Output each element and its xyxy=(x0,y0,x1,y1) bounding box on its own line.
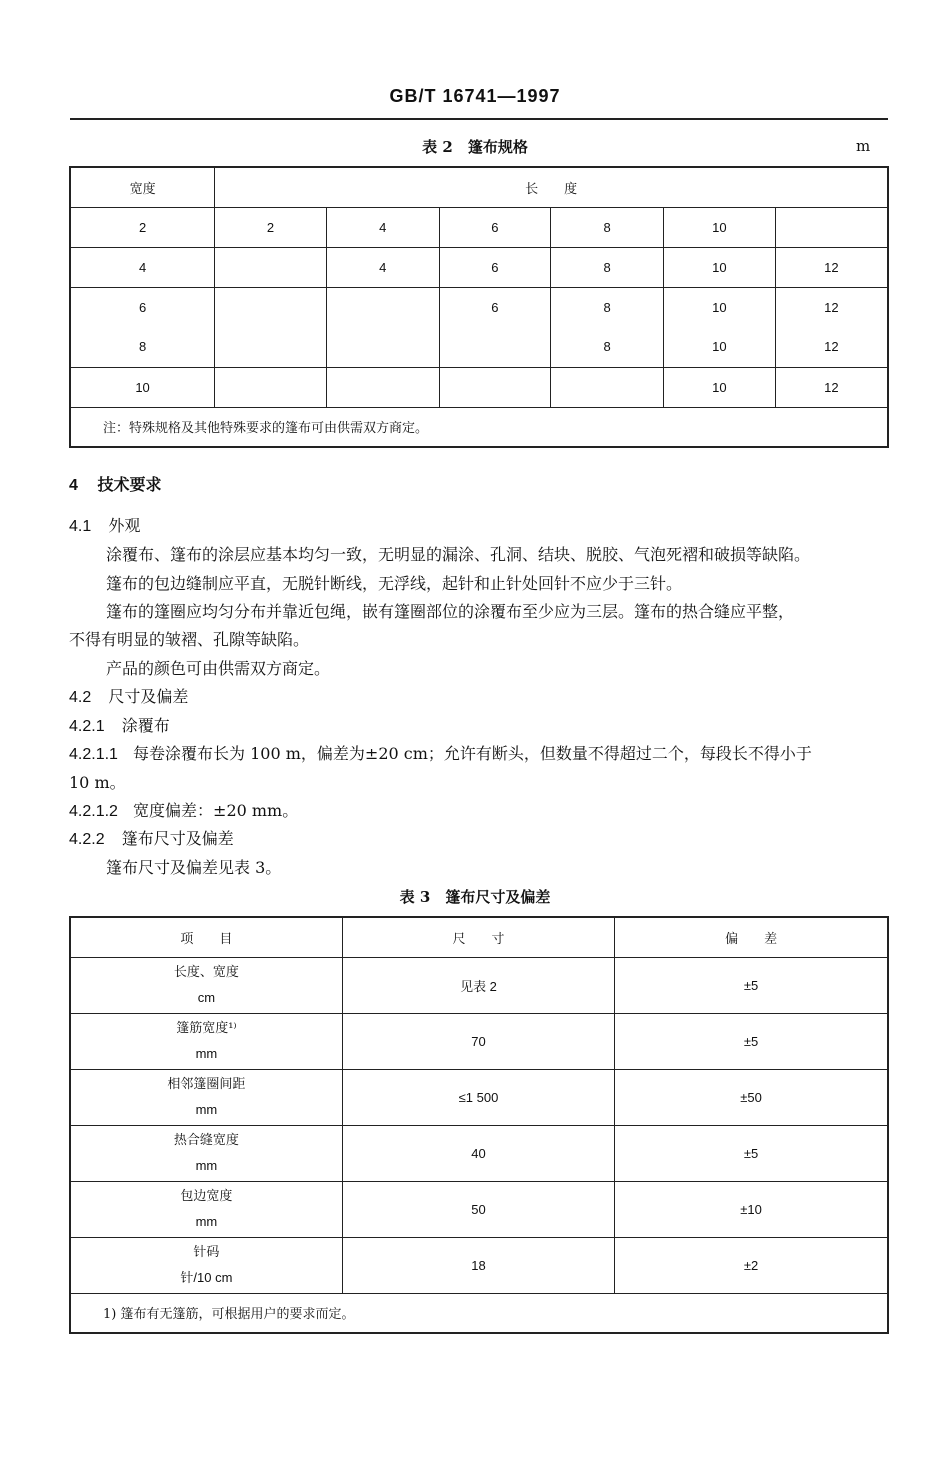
item-cell xyxy=(70,1013,342,1069)
item-name: 针码 xyxy=(193,1245,220,1260)
paragraph: 涂覆布、篷布的涂层应基本均匀一致，无明显的漏涂、孔洞、结块、脱胶、气泡死褶和破损等缺陷。 xyxy=(106,545,811,564)
table2-unit: m xyxy=(856,137,871,155)
width-header: 宽度 xyxy=(70,167,215,207)
width-cell: 6 xyxy=(70,287,215,327)
width-cell: 8 xyxy=(70,327,215,367)
length-cell: 8 xyxy=(551,287,664,327)
paragraph-continued: 不得有明显的皱褶、孔隙等缺陷。 xyxy=(69,630,310,649)
length-cell: 10 xyxy=(663,287,775,327)
length-cell: 6 xyxy=(439,207,551,247)
length-cell: 12 xyxy=(775,247,888,287)
table3-caption: 表 3 篷布尺寸及偏差 xyxy=(399,888,551,906)
table2-note: 注：特殊规格及其他特殊要求的篷布可由供需双方商定。 xyxy=(70,407,888,447)
section-number: 4.1 xyxy=(69,518,92,535)
item-unit: 针/10 cm xyxy=(180,1270,233,1285)
item-cell xyxy=(70,1181,342,1237)
size-cell: 40 xyxy=(342,1125,614,1181)
size-cell: 70 xyxy=(342,1013,614,1069)
length-cell: 10 xyxy=(663,327,775,367)
table3-footnote: 1) 篷布有无篷筋，可根据用户的要求而定。 xyxy=(70,1293,888,1333)
table-row xyxy=(70,1069,888,1125)
length-cell: 8 xyxy=(551,327,664,367)
table-row xyxy=(70,247,888,287)
section-4-1-heading xyxy=(69,512,140,541)
length-cell xyxy=(551,367,664,407)
item-unit: mm xyxy=(195,1102,218,1117)
section-number: 4.2 xyxy=(69,689,92,706)
table-row xyxy=(70,367,888,407)
size-cell: ≤1 500 xyxy=(342,1069,614,1125)
paragraph-continued: 10 m。 xyxy=(69,773,126,792)
section-4-heading xyxy=(69,472,162,495)
paragraph: 产品的颜色可由供需双方商定。 xyxy=(106,659,331,678)
table-row xyxy=(70,207,888,247)
length-cell: 10 xyxy=(663,367,775,407)
deviation-cell: ±2 xyxy=(615,1237,888,1293)
deviation-cell: ±50 xyxy=(615,1069,888,1125)
length-header: 长 度 xyxy=(215,167,888,207)
length-cell: 8 xyxy=(551,207,664,247)
length-cell: 8 xyxy=(551,247,664,287)
table-row xyxy=(70,1013,888,1069)
table-row xyxy=(70,287,888,327)
section-number: 4.2.1.2 xyxy=(69,803,118,820)
item-name: 热合缝宽度 xyxy=(173,1133,239,1148)
item-name: 篷筋宽度¹⁾ xyxy=(176,1021,237,1036)
table-row xyxy=(70,1125,888,1181)
item-cell xyxy=(70,1069,342,1125)
paragraph: 宽度偏差：±20 mm。 xyxy=(133,801,299,820)
length-cell: 12 xyxy=(775,327,888,367)
section-title: 技术要求 xyxy=(97,475,162,494)
length-cell xyxy=(326,367,439,407)
section-number: 4.2.1 xyxy=(69,718,105,735)
col-header-deviation: 偏 差 xyxy=(615,917,888,957)
section-number: 4.2.1.1 xyxy=(69,746,118,763)
length-cell xyxy=(439,327,551,367)
length-cell: 6 xyxy=(439,287,551,327)
section-4-2-heading xyxy=(69,683,188,712)
section-4-2-1-heading xyxy=(69,712,170,741)
length-cell: 6 xyxy=(439,247,551,287)
item-unit: cm xyxy=(197,990,216,1005)
paragraph: 篷布的包边缝制应平直，无脱针断线，无浮线，起针和止针处回针不应少于三针。 xyxy=(106,574,683,593)
width-cell: 10 xyxy=(70,367,215,407)
length-cell: 4 xyxy=(326,247,439,287)
item-name: 相邻篷圈间距 xyxy=(167,1077,246,1092)
table-row xyxy=(70,957,888,1013)
standard-code: GB/T 16741—1997 xyxy=(389,86,561,106)
col-header-size: 尺 寸 xyxy=(342,917,614,957)
deviation-cell: ±5 xyxy=(615,1013,888,1069)
section-number: 4 xyxy=(69,477,78,494)
section-4-2-2-heading xyxy=(69,825,234,854)
section-title: 尺寸及偏差 xyxy=(108,687,189,706)
length-cell xyxy=(326,327,439,367)
item-cell xyxy=(70,1237,342,1293)
item-name: 长度、宽度 xyxy=(173,965,239,980)
section-title: 篷布尺寸及偏差 xyxy=(121,829,234,848)
item-name: 包边宽度 xyxy=(180,1189,233,1204)
length-cell: 12 xyxy=(775,367,888,407)
header-divider xyxy=(70,118,888,120)
length-cell: 12 xyxy=(775,287,888,327)
paragraph: 每卷涂覆布长为 100 m，偏差为±20 cm；允许有断头，但数量不得超过二个，每段长不得小于 xyxy=(133,744,812,763)
length-cell: 10 xyxy=(663,247,775,287)
length-cell xyxy=(215,367,327,407)
section-title: 涂覆布 xyxy=(121,716,170,735)
tarp-spec-table xyxy=(69,166,889,448)
paragraph: 篷布的篷圈应均匀分布并靠近包绳，嵌有篷圈部位的涂覆布至少应为三层。篷布的热合缝应平整， xyxy=(106,602,795,621)
col-header-item: 项 目 xyxy=(70,917,342,957)
section-4-2-1-2 xyxy=(69,797,298,826)
item-cell xyxy=(70,957,342,1013)
size-cell: 18 xyxy=(342,1237,614,1293)
length-cell xyxy=(439,367,551,407)
size-cell: 50 xyxy=(342,1181,614,1237)
length-cell xyxy=(215,287,327,327)
size-cell: 见表 2 xyxy=(342,957,614,1013)
length-cell: 2 xyxy=(215,207,327,247)
tarp-tolerance-table xyxy=(69,916,889,1334)
deviation-cell: ±10 xyxy=(615,1181,888,1237)
item-unit: mm xyxy=(195,1046,218,1061)
length-cell xyxy=(215,327,327,367)
item-unit: mm xyxy=(195,1214,218,1229)
table-row xyxy=(70,327,888,367)
item-unit: mm xyxy=(195,1158,218,1173)
width-cell: 4 xyxy=(70,247,215,287)
table-row xyxy=(70,1237,888,1293)
length-cell: 10 xyxy=(663,207,775,247)
length-cell: 4 xyxy=(326,207,439,247)
length-cell xyxy=(326,287,439,327)
length-cell xyxy=(775,207,888,247)
section-number: 4.2.2 xyxy=(69,831,105,848)
paragraph: 篷布尺寸及偏差见表 3。 xyxy=(106,858,282,877)
length-cell xyxy=(215,247,327,287)
section-4-2-1-1 xyxy=(69,740,812,769)
deviation-cell: ±5 xyxy=(615,1125,888,1181)
item-cell xyxy=(70,1125,342,1181)
table2-caption: 表 2 篷布规格 xyxy=(422,138,528,156)
section-title: 外观 xyxy=(108,516,141,535)
table-row xyxy=(70,1181,888,1237)
width-cell: 2 xyxy=(70,207,215,247)
deviation-cell: ±5 xyxy=(615,957,888,1013)
